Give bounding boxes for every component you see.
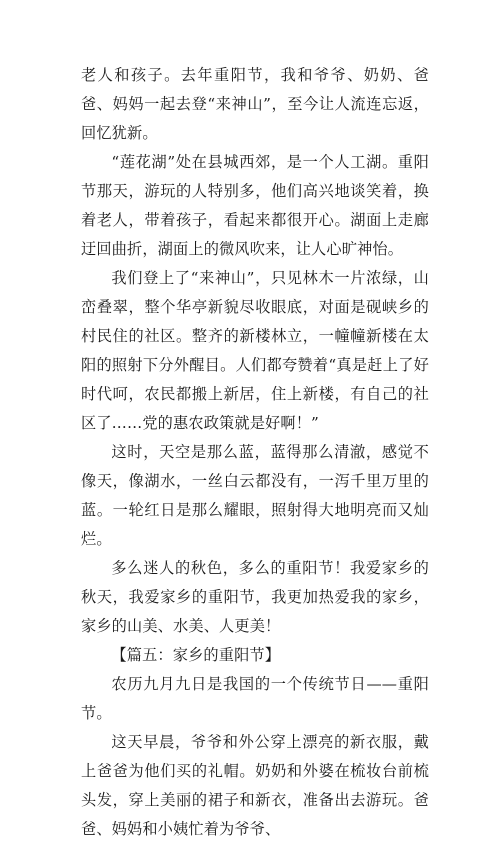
paragraph-7: 这天早晨，爷爷和外公穿上漂亮的新衣服，戴上爸爸为他们买的礼帽。奶奶和外婆在梳妆台前梳头发，穿上美丽的裙子和新衣，准备出去游玩。爸爸、妈妈和小姨忙着为爷爷、 <box>81 733 429 838</box>
section-heading: 【篇五：家乡的重阳节】 <box>111 646 281 664</box>
paragraph-5: 多么迷人的秋色，多么的重阳节！我爱家乡的秋天，我爱家乡的重阳节，我更加热爱我的家乡，家乡的山美、水美、人更美！ <box>81 559 429 635</box>
paragraph-1: 老人和孩子。去年重阳节，我和爷爷、奶奶、爸爸、妈妈一起去登“来神山”，至今让人流连忘返，回忆犹新。 <box>81 66 429 142</box>
paragraph-3: 我们登上了“来神山”，只见林木一片浓绿，山峦叠翠，整个华亭新貌尽收眼底，对面是砚峡乡的村民住的社区。整齐的新楼林立，一幢幢新楼在太阳的照射下分外醒目。人们都夸赞着“真是赶上了好时代呵，农民都搬上新居，住上新楼，有自己的社区了……党的惠农政策就是好啊！” <box>81 269 429 432</box>
text-column <box>81 61 429 844</box>
paragraph-6: 农历九月九日是我国的一个传统节日——重阳节。 <box>81 675 429 722</box>
paragraph-2: “莲花湖”处在县城西郊，是一个人工湖。重阳节那天，游玩的人特别多，他们高兴地谈笑着，换着老人，带着孩子，看起来都很开心。湖面上走廊迂回曲折，湖面上的微风吹来，让人心旷神怡。 <box>81 153 429 258</box>
paragraph-4: 这时，天空是那么蓝，蓝得那么清澈，感觉不像天，像湖水，一丝白云都没有，一泻千里万里的蓝。一轮红日是那么耀眼，照射得大地明亮而又灿烂。 <box>81 443 429 548</box>
